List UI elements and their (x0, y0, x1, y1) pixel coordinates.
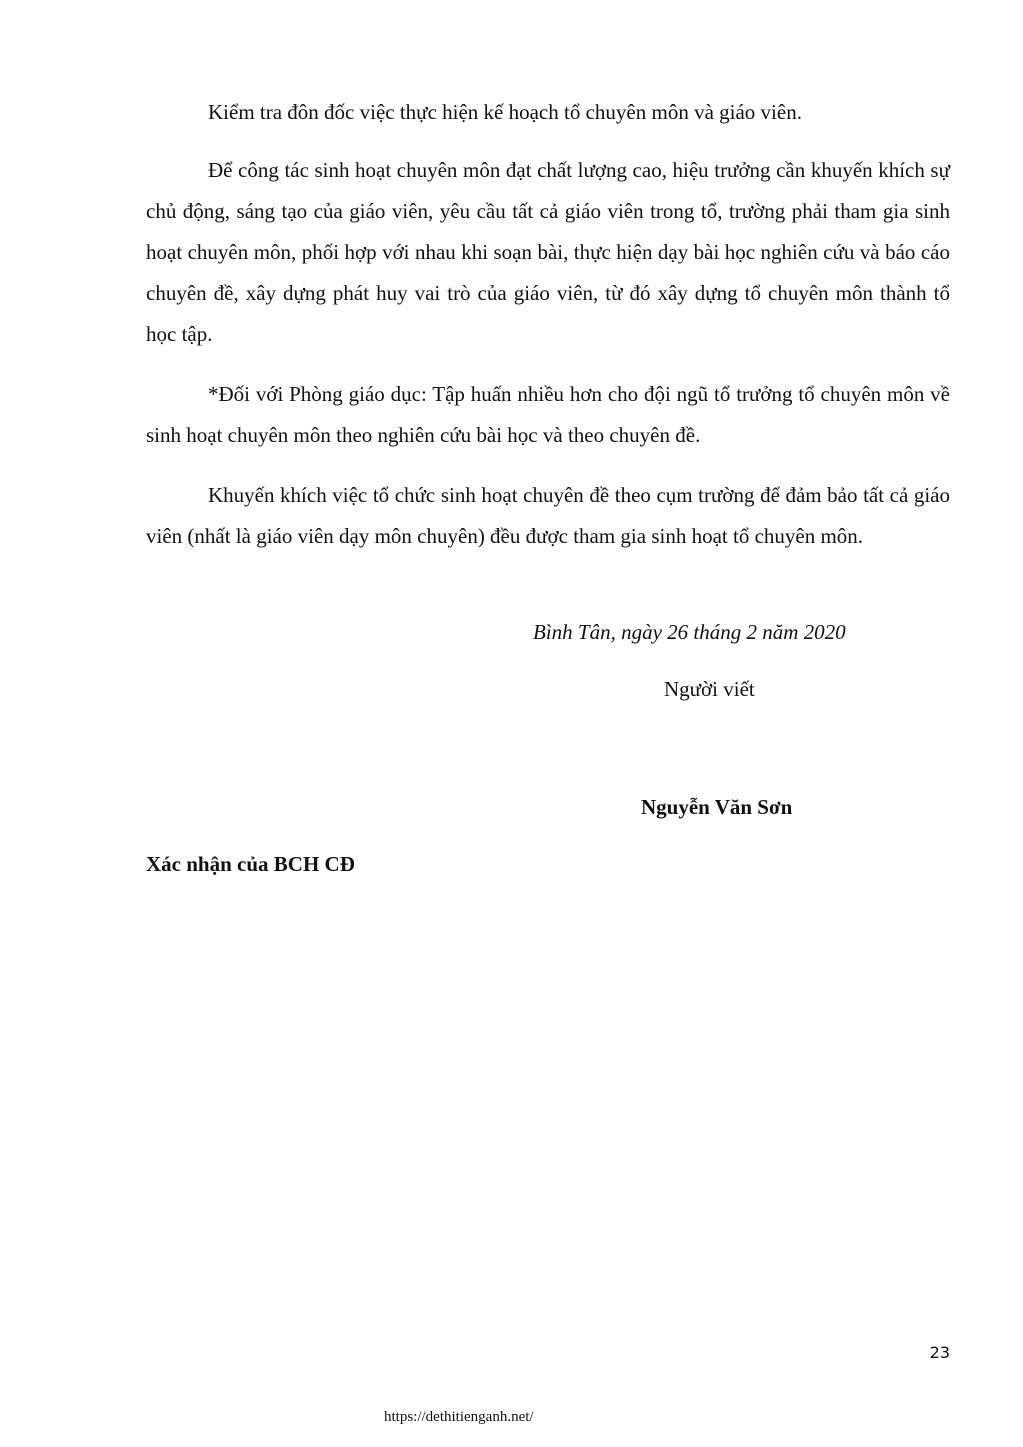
page-number: 23 (929, 1343, 950, 1362)
paragraph-4: Khuyến khích việc tổ chức sinh hoạt chuyên đề theo cụm trường để đảm bảo tất cả giáo viên (nhất là giáo viên dạy môn chuyên) đều được tham gia sinh hoạt tổ chuyên môn. (146, 483, 950, 548)
confirmation-label: Xác nhận của BCH CĐ (146, 852, 355, 876)
signer-name: Nguyễn Văn Sơn (641, 795, 793, 819)
writer-label: Người viết (664, 677, 755, 701)
paragraph-2: Để công tác sinh hoạt chuyên môn đạt chất lượng cao, hiệu trưởng cần khuyến khích sự chủ động, sáng tạo của giáo viên, yêu cầu tất cả giáo viên trong tổ, trường phải tham gia sinh hoạt chuyên môn, phối hợp với nhau khi soạn bài, thực hiện dạy bài học nghiên cứu và báo cáo chuyên đề, xây dựng phát huy vai trò của giáo viên, từ đó xây dựng tổ chuyên môn thành tổ học tập. (146, 158, 950, 346)
footer-url[interactable]: https://dethitienganh.net/ (384, 1409, 534, 1425)
paragraph-3: *Đối với Phòng giáo dục: Tập huấn nhiều hơn cho đội ngũ tổ trưởng tổ chuyên môn về sinh hoạt chuyên môn theo nghiên cứu bài học và theo chuyên đề. (146, 382, 950, 447)
paragraph-1: Kiểm tra đôn đốc việc thực hiện kế hoạch tổ chuyên môn và giáo viên. (208, 100, 802, 124)
date-line: Bình Tân, ngày 26 tháng 2 năm 2020 (533, 620, 846, 644)
